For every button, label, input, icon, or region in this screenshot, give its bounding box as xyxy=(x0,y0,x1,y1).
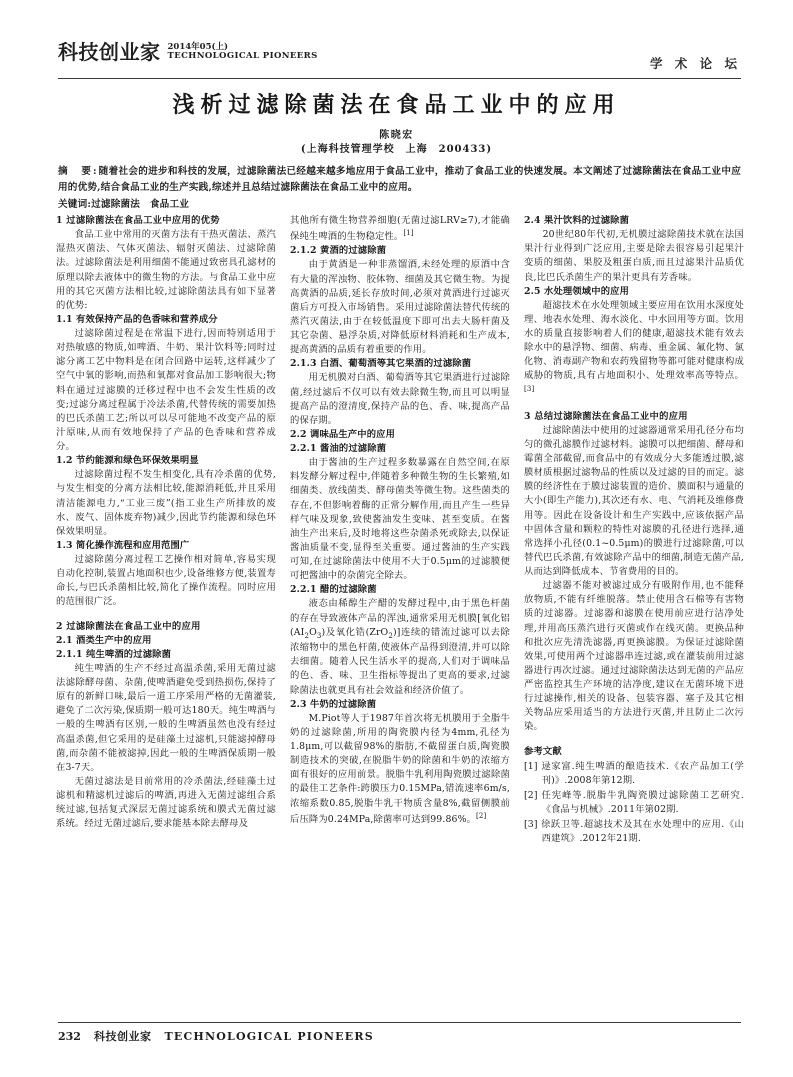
abstract-text: 随着社会的进步和科技的发展，过滤除菌法已经越来越多地应用于食品工业中，推动了食品工业的快速发展。本文阐述了过滤除菌法在食品工业中应用的优势,结合食品工业的生产实践,综述并且总结过滤除菌法在食品工业中的应用。 xyxy=(58,166,741,193)
paragraph-h2: 2.5 水处理领域中的应用 xyxy=(524,285,630,297)
citation-marker: [3] xyxy=(524,384,535,393)
paragraph-ref: [1] 逯家富.纯生啤酒的酿造技术.《农产品加工(学刊)》.2008年第12期. xyxy=(524,760,744,786)
masthead-left xyxy=(58,42,318,62)
paragraph-body: 用无机膜对白酒、葡萄酒等其它果酒进行过滤除菌,经过滤后不仅可以有效去除微生物,而且可以明显提高产品的澄清度,保持产品的色、香、味,提高产品的保存期。 xyxy=(290,372,510,426)
section-label: 学 术 论 坛 xyxy=(649,56,741,71)
keywords-text: 过滤除菌法 食品工业 xyxy=(91,199,190,210)
paragraph-body: 无菌过滤法是目前常用的冷杀菌法,经硅藻土过滤机和精滤机过滤后的啤酒,再进入无菌过滤组合系统过滤,包括复式深层无菌过滤系统和膜式无菌过滤系统。经过无菌过滤后,要求能基本除去酵母及 xyxy=(56,775,276,830)
paragraph-h3: 2.1.3 白酒、葡萄酒等其它果酒的过滤除菌 xyxy=(290,358,472,370)
footer-journal-cn: 科技创业家 xyxy=(93,1030,152,1043)
author-name: 陈晓宏 xyxy=(379,130,414,141)
page-footer xyxy=(58,1028,374,1044)
column-1 xyxy=(56,214,276,1014)
paragraph-h2: 1.2 节约能源和绿色环保效果明显 xyxy=(56,455,199,467)
paragraph-h1: 2 过滤除菌法在食品工业中的应用 xyxy=(56,620,201,632)
journal-issue-block xyxy=(168,43,318,61)
paragraph-spacer xyxy=(524,400,744,410)
article-body xyxy=(56,214,744,1014)
citation-marker: [1] xyxy=(403,229,414,238)
journal-name-cn: 科技创业家 xyxy=(58,40,161,64)
paragraph-h1: 1 过滤除菌法在食品工业中应用的优势 xyxy=(56,215,220,226)
paragraph-h3: 2.2.1 酱油的过滤除菌 xyxy=(290,443,387,455)
paragraph-body-chem: 液态由稀醇生产醋的发酵过程中,由于黑色杆菌的存在导致液体产品的浑浊,通常采用无机膜[氧化铝$(AI_2O_3)$及氧化锆(ZrO$_2$)]连续的错流过滤可以去除浓缩物中的黑色杆菌,使液体产品得到澄清,并可以除去细菌。随着人民生活水平的提高,人们对于调味品的色、香、味、卫生指标等提出了更高的要求,过滤除菌法也就更具有社会效益和经济价值了。 xyxy=(290,598,510,696)
paragraph-body: 过滤除菌分离过程工艺操作相对简单,容易实现自动化控制,装置占地面积也少,设备维修方便,装置寿命长,与巴氏杀菌相比较,简化了操作流程。同时应用的范围很广泛。 xyxy=(56,554,276,608)
paragraph-ref: [3] 徐跃卫等.超滤技术及其在水处理中的应用.《山西建筑》.2012年21期. xyxy=(524,819,744,845)
footer-divider xyxy=(58,1022,741,1023)
journal-issue: 2014年05(上) xyxy=(167,41,229,52)
column-2 xyxy=(290,214,510,1014)
paragraph-body: 过滤除菌过程是在常温下进行,因而特别适用于对热敏感的物质,如啤酒、牛奶、果汁饮料等;同时过滤分离工艺中物料是在闭合回路中运转,这样减少了空气中氧的影响,而热和氧都对食品加工影响很大;物料在通过过滤膜的迁移过程中也不会发生性质的改变;过滤分离过程属于冷法杀菌,代替传统的需要加热的巴氏杀菌工艺;所以可以尽可能地不改变产品的原汁原味,从而有效地保持了产品的色香味和营养成分。 xyxy=(56,328,276,452)
abstract xyxy=(58,164,741,195)
paragraph-body: 超滤技术在水处理领域主要应用在饮用水深度处理、地表水处理、海水淡化、中水回用等方面。饮用水的质量直接影响着人们的健康,超滤技术能有效去除水中的悬浮物、细菌、病毒、重金属、氟化物、氯化物、消毒副产物和农药残留物等都可能对健康构成威胁的物质,具有占地面积小、处理效率高等特点。[3] xyxy=(524,299,744,393)
paragraph-body: 20世纪80年代初,无机膜过滤除菌技术就在法国果汁行业得到广泛应用,主要是除去很容易引起果汁变质的细菌、果胶及粗蛋白质,而且过滤果汁品质优良,比巴氏杀菌生产的果汁更具有芳香味。 xyxy=(524,229,744,283)
paragraph-h3: 2.2.1 醋的过滤除菌 xyxy=(290,584,377,596)
masthead xyxy=(58,42,741,76)
keywords-label: 关键词: xyxy=(58,199,92,210)
paragraph-h3: 2.1.2 黄酒的过滤除菌 xyxy=(290,245,387,257)
paragraph-body: 食品工业中常用的灭菌方法有干热灭菌法、蒸汽湿热灭菌法、气体灭菌法、辐射灭菌法、过滤除菌法。过滤除菌法是利用细菌不能通过致密具孔滤材的原理以除去液体中的微生物的方法。与食品工业中应用的其它灭菌方法相比较,过滤除菌法具有如下显著的优势: xyxy=(56,229,276,311)
citation-marker: [2] xyxy=(476,811,487,820)
paragraph-h2: 1.3 简化操作流程和应用范围广 xyxy=(56,539,190,551)
paragraph-ref: [2] 任宪峰等.脱脂牛乳陶瓷膜过滤除菌工艺研究.《食品与机械》.2011年第02期. xyxy=(524,789,744,816)
keywords xyxy=(58,196,741,210)
paragraph-cont: 其他所有微生物营养细胞(无菌过滤LRV≥7),才能确保纯生啤酒的生物稳定性。[1] xyxy=(290,215,510,243)
footer-journal-en: TECHNOLOGICAL PIONEERS xyxy=(164,1030,374,1043)
paragraph-h2: 2.3 牛奶的过滤除菌 xyxy=(290,698,377,710)
author-affiliation: (上海科技管理学校 上海 200433) xyxy=(300,144,493,155)
paragraph-h1: 3 总结过滤除菌法在食品工业中的应用 xyxy=(524,410,688,422)
abstract-label: 摘 要: xyxy=(58,166,99,177)
paragraph-refhead: 参考文献 xyxy=(524,745,562,757)
paragraph-body: M.Piot等人于1987年首次将无机膜用于全脂牛奶的过滤除菌,所用的陶瓷膜内径为4mm,孔径为1.8μm,可以截留98%的脂肪,不截留蛋白质,陶瓷膜制造技术的突破,在脱脂牛奶的除菌和牛奶的浓缩方面有很好的应用前景。脱脂牛乳利用陶瓷膜过滤除菌的最佳工艺条件:跨膜压力0.15MPa,错流速率6m/s,浓缩系数0.85,脱脂牛乳干物质含量8%,截留侧膜前后压降为0.24MPa,除菌率可达到99.86%。[2] xyxy=(290,712,510,825)
journal-name-en: TECHNOLOGICAL PIONEERS xyxy=(167,50,318,61)
paragraph-h2: 2.2 调味品生产中的应用 xyxy=(290,428,396,440)
page-number: 232 xyxy=(58,1030,81,1043)
paragraph-body: 过滤除菌过程不发生相变化,具有冷杀菌的优势,与发生相变的分离方法相比较,能源消耗低,并且采用清洁能源电力,“工业三废”(指工业生产所排放的废水、废气、固体废弃物)减少,因此节约能源和绿色环保效果明显。 xyxy=(56,469,276,537)
paragraph-body: 过滤除菌法中使用的过滤器通常采用孔径分布均匀的微孔滤膜作过滤材料。滤膜可以把细菌、酵母和霉菌全部截留,而食品中的有效成分大多能透过膜,滤膜材质根据过滤物品的性质以及过滤的目的而定。滤膜的经济性在于膜过滤装置的造价、膜面积与通量的大小(即生产能力),其次还有水、电、气消耗及维修费用等。因此在设备设计和生产实践中,应该依据产品中固体含量和颗粒的特性对滤膜的孔径进行选择,通常选择小孔径(0.1~0.5μm)的膜进行过滤除菌,可以替代巴氏杀菌,有效滤除产品中的细菌,制造无菌产品,从而达到降低成本、节省费用的目的。 xyxy=(524,424,744,578)
header-divider xyxy=(58,78,741,79)
column-3 xyxy=(524,214,744,1014)
paragraph-body: 由于黄酒是一种非蒸馏酒,未经处理的原酒中含有大量的浑浊物、胶体物、细菌及其它微生物。为提高黄酒的品质,延长存放时间,必须对黄酒进行过滤灭菌后方可投入市场销售。采用过滤除菌法替代传统的蒸汽灭菌法,由于在较低温度下即可出去大肠杆菌及其它杂菌、悬浮杂质,对降低原材料消耗和生产成本,提高黄酒的品质有着重要的作用。 xyxy=(290,259,510,356)
paragraph-h2: 1.1 有效保持产品的色香味和营养成分 xyxy=(56,313,218,325)
paragraph-h2: 2.1 酒类生产中的应用 xyxy=(56,634,152,646)
paragraph-body: 纯生啤酒的生产不经过高温杀菌,采用无菌过滤法滤除酵母菌、杂菌,使啤酒避免受到热损伤,保持了原有的新鲜口味,最后一道工序采用严格的无菌灌装,避免了二次污染,保质期一般可达180天。纯生啤酒与一般的生啤酒有区别,一般的生啤酒虽然也没有经过高温杀菌,但它采用的是硅藻土过滤机,只能滤掉酵母菌,而杂菌不能被滤掉,因此一般的生啤酒保质期一般在3-7天。 xyxy=(56,662,276,773)
paragraph-spacer xyxy=(524,735,744,745)
paragraph-body: 过滤器不能对被滤过成分有吸附作用,也不能释放物质,不能有纤维脱落。禁止使用含石棉等有害物质的过滤器。过滤器和滤膜在使用前应进行洁净处理,并用高压蒸汽进行灭菌或作在线灭菌。更换品种和批次应先清洗滤器,再更换滤膜。为保证过滤除菌效果,可使用两个过滤器串连过滤,或在灌装前用过滤器进行再次过滤。通过过滤除菌法达到无菌的产品应严密监控其生产环境的洁净度,建议在无菌环境下进行过滤操作,相关的设备、包装容器、塞子及其它相关物品应采用适当的方法进行灭菌,并且防止二次污染。 xyxy=(524,580,744,733)
paragraph-h2: 2.4 果汁饮料的过滤除菌 xyxy=(524,215,630,226)
page-title: 浅析过滤除菌法在食品工业中的应用 xyxy=(172,92,621,118)
paragraph-body: 由于酱油的生产过程多数暴露在自然空间,在原料发酵分解过程中,伴随着多种微生物的生长繁殖,如细菌类、放线菌类、酵母菌类等微生物。这些菌类的存在,不但影响着酶的正常分解作用,而且产生一些异样气味及现象,致使酱油发生变味、甚至变质。在酱油生产出来后,及时地将这些杂菌杀死或除去,以保证酱油质量不变,显得至关重要。通过酱油的生产实践可知,在过滤除菌法中使用不大于0.5μm的过滤膜便可把酱油中的杂菌完全除去。 xyxy=(290,457,510,582)
paragraph-spacer xyxy=(56,610,276,620)
paragraph-h3: 2.1.1 纯生啤酒的过滤除菌 xyxy=(56,648,172,660)
